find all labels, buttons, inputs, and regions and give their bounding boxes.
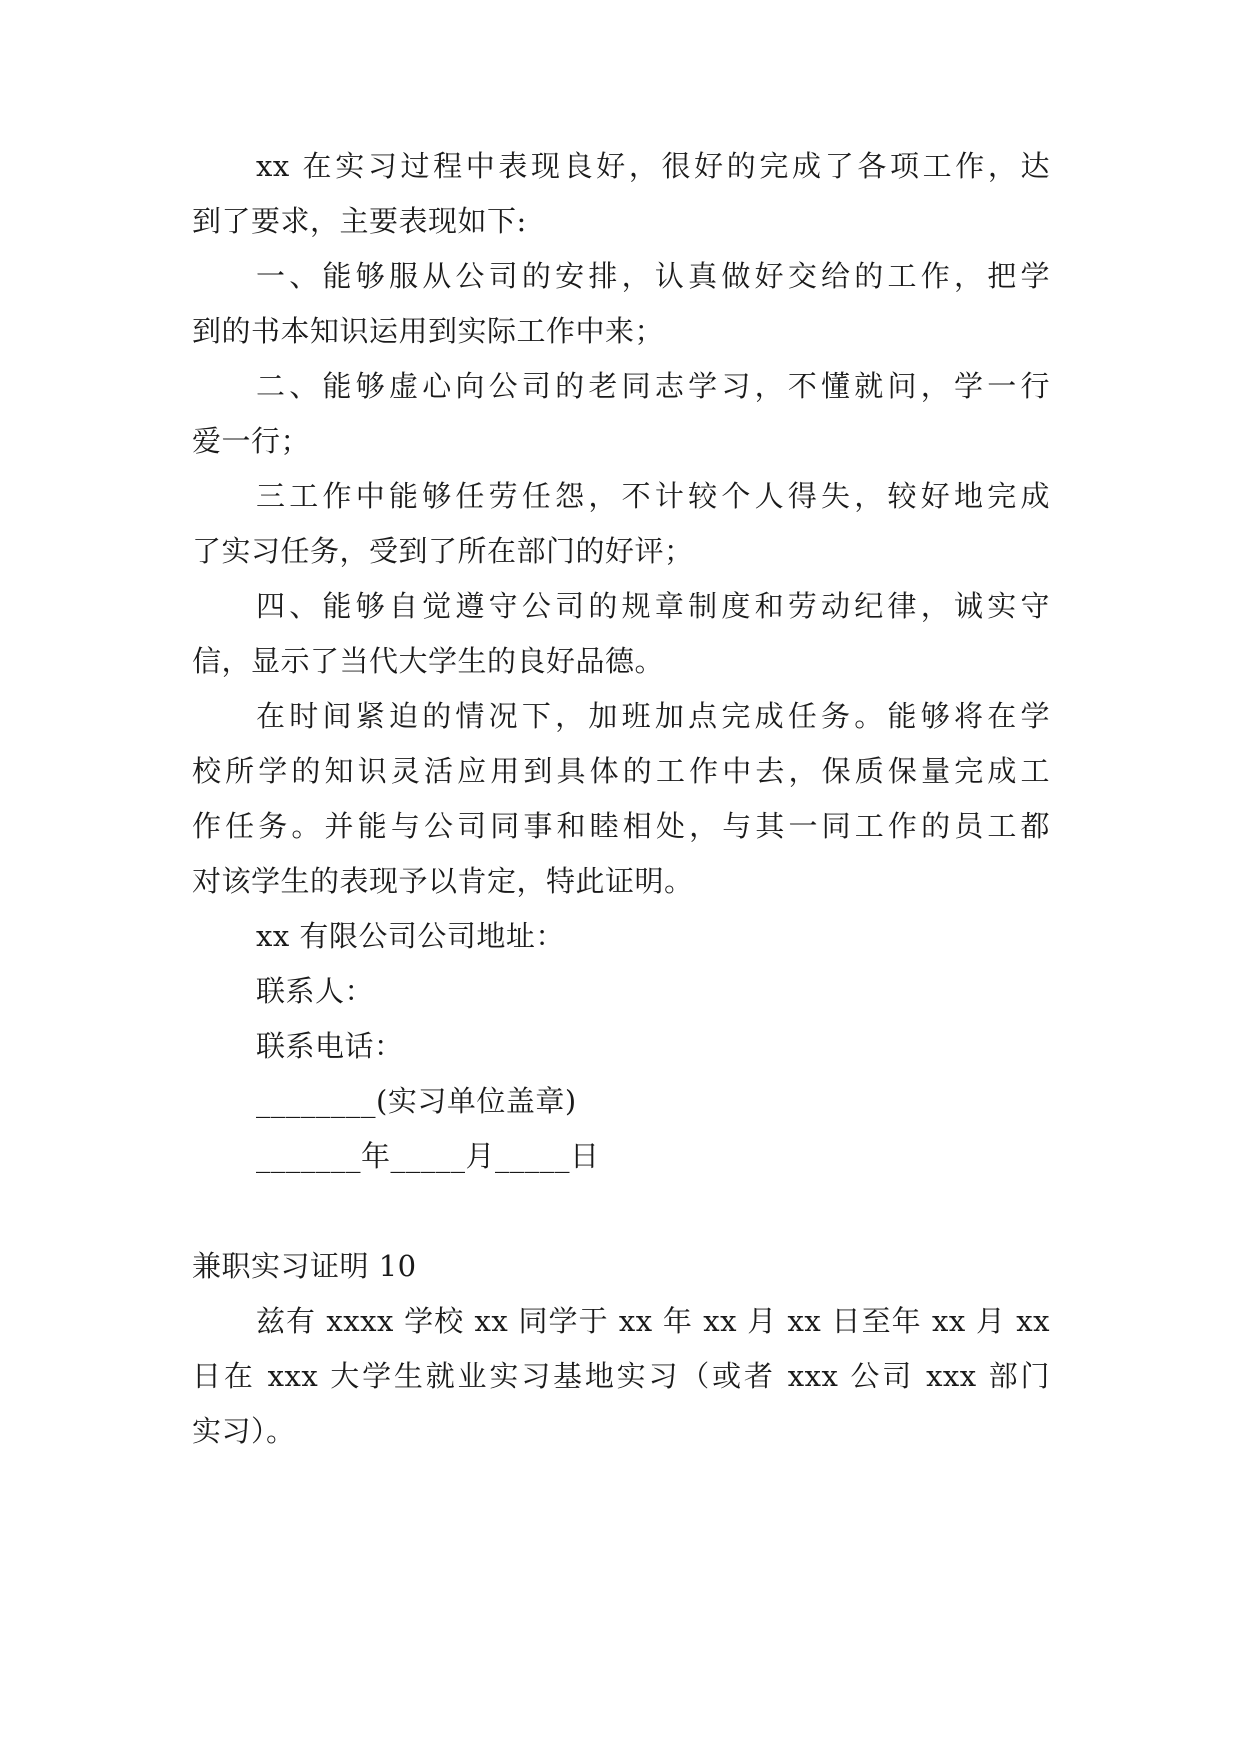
contact-person-line: 联系人：: [256, 974, 375, 1008]
paragraph-line: 校所学的知识灵活应用到具体的工作中去，保质保量完成工: [192, 754, 1050, 788]
paragraph-line: 兹有 xxxx 学校 xx 同学于 xx 年 xx 月 xx 日至年 xx 月 xx: [256, 1304, 1050, 1338]
list-item-line: 到的书本知识运用到实际工作中来；: [192, 314, 665, 348]
list-item-line: 四、能够自觉遵守公司的规章制度和劳动纪律，诚实守: [256, 589, 1050, 623]
list-item-line: 一、能够服从公司的安排，认真做好交给的工作，把学: [256, 259, 1050, 293]
paragraph-line: 在时间紧迫的情况下，加班加点完成任务。能够将在学: [256, 699, 1050, 733]
contact-phone-line: 联系电话：: [256, 1029, 404, 1063]
list-item-line: 爱一行；: [192, 424, 311, 458]
list-item-line: 二、能够虚心向公司的老同志学习，不懂就问，学一行: [256, 369, 1050, 403]
company-address-line: xx 有限公司公司地址：: [256, 919, 565, 953]
list-item-line: 信，显示了当代大学生的良好品德。: [192, 644, 665, 678]
list-item-line: 三工作中能够任劳任怨，不计较个人得失，较好地完成: [256, 479, 1050, 513]
section-heading: 兼职实习证明 10: [192, 1249, 417, 1283]
paragraph-line: 日在 xxx 大学生就业实习基地实习（或者 xxx 公司 xxx 部门: [192, 1359, 1050, 1393]
paragraph-line: 作任务。并能与公司同事和睦相处，与其一同工作的员工都: [192, 809, 1050, 843]
paragraph-line: xx 在实习过程中表现良好，很好的完成了各项工作，达: [256, 149, 1050, 183]
paragraph-line: 到了要求，主要表现如下:: [192, 204, 527, 238]
seal-line: ________(实习单位盖章): [256, 1084, 577, 1118]
paragraph-line: 对该学生的表现予以肯定，特此证明。: [192, 864, 694, 898]
date-line: _______年_____月_____日: [256, 1139, 600, 1173]
list-item-line: 了实习任务，受到了所在部门的好评；: [192, 534, 694, 568]
paragraph-line: 实习）。: [192, 1414, 296, 1448]
